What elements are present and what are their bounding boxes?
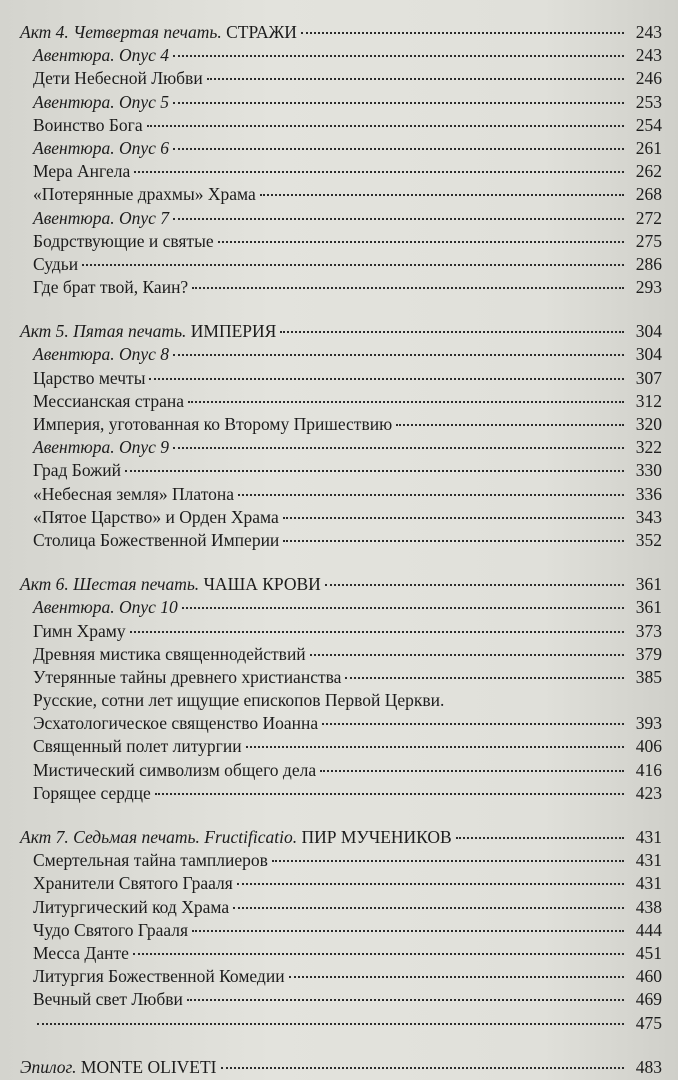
entry-title: Царство мечты xyxy=(33,367,146,388)
section-heading xyxy=(0,22,678,45)
page-number: 460 xyxy=(635,966,662,987)
dot-leader xyxy=(37,1023,624,1025)
dot-leader xyxy=(280,331,624,333)
entry-title: «Небесная земля» Платона xyxy=(33,483,235,504)
entry-title: Мессианская страна xyxy=(33,390,185,411)
toc-entry xyxy=(0,460,678,483)
section-heading-label xyxy=(20,22,297,43)
page-number: 268 xyxy=(635,184,662,205)
dot-leader xyxy=(130,631,624,633)
toc-entry xyxy=(0,897,678,920)
dot-leader xyxy=(301,32,624,34)
page-number: 293 xyxy=(635,277,662,298)
page-number: 272 xyxy=(635,207,662,228)
entry-title: Литургия Божественной Комедии xyxy=(33,966,285,987)
toc-entry xyxy=(0,254,678,277)
toc-section xyxy=(0,574,678,806)
page-number: 262 xyxy=(635,161,662,182)
dot-leader xyxy=(173,102,624,104)
toc-section xyxy=(0,827,678,1036)
toc-entry xyxy=(0,45,678,68)
entry-title: Месса Данте xyxy=(33,942,129,963)
dot-leader xyxy=(125,470,624,472)
dot-leader xyxy=(237,883,624,885)
page-number: 385 xyxy=(635,666,662,687)
toc-entry xyxy=(0,484,678,507)
page-number: 444 xyxy=(635,919,662,940)
toc-entry xyxy=(0,414,678,437)
toc-entry xyxy=(0,391,678,414)
page-number: 307 xyxy=(635,367,662,388)
entry-title: Гимн Храму xyxy=(33,620,126,641)
dot-leader xyxy=(320,770,624,772)
toc-entry xyxy=(0,368,678,391)
dot-leader xyxy=(155,793,624,795)
page-number: 373 xyxy=(635,620,662,641)
section-heading xyxy=(0,827,678,850)
page-number: 406 xyxy=(635,736,662,757)
toc-entry xyxy=(0,437,678,460)
dot-leader xyxy=(192,930,624,932)
entry-title: Империя, уготованная ко Второму Пришествию xyxy=(33,414,393,434)
toc-entry xyxy=(0,783,678,806)
section-heading-label xyxy=(20,1057,217,1078)
toc-entry xyxy=(0,621,678,644)
page-number: 361 xyxy=(635,597,662,618)
entry-title: Дети Небесной Любви xyxy=(33,68,203,89)
dot-leader xyxy=(192,287,624,289)
toc-entry xyxy=(0,736,678,759)
dot-leader xyxy=(246,746,624,748)
dot-leader xyxy=(173,447,624,449)
page-number: 343 xyxy=(635,506,662,527)
section-heading-title: MONTE OLIVETI xyxy=(76,1056,217,1077)
toc-entry xyxy=(0,713,678,736)
toc-entry xyxy=(0,530,678,553)
page-number: 469 xyxy=(635,989,662,1010)
section-heading-label xyxy=(20,827,452,848)
toc-entry xyxy=(0,68,678,91)
entry-title: Мистический символизм общего дела xyxy=(33,759,317,780)
page-number: 431 xyxy=(635,873,662,894)
page-number: 253 xyxy=(635,91,662,112)
dot-leader xyxy=(396,424,624,426)
page-number: 261 xyxy=(635,137,662,158)
dot-leader xyxy=(260,194,624,196)
dot-leader xyxy=(147,125,624,127)
page-number: 361 xyxy=(635,574,662,595)
dot-leader xyxy=(134,171,624,173)
dot-leader xyxy=(187,999,624,1001)
page-number: 431 xyxy=(635,827,662,847)
dot-leader xyxy=(173,148,624,150)
section-heading-title: ИМПЕРИЯ xyxy=(186,321,277,342)
entry-title: Священный полет литургии xyxy=(33,736,242,757)
page-number: 330 xyxy=(635,460,662,481)
toc-entry xyxy=(0,161,678,184)
section-heading-label xyxy=(20,321,276,342)
entry-title: Горящее сердце xyxy=(33,782,151,803)
page-number: 393 xyxy=(635,713,662,734)
entry-title: Авентюра. Опус 5 xyxy=(33,91,170,112)
page-number: 243 xyxy=(635,45,662,66)
toc-entry xyxy=(0,850,678,873)
toc-entry xyxy=(0,597,678,620)
toc-entry xyxy=(0,690,678,713)
entry-title: Авентюра. Опус 8 xyxy=(33,344,170,365)
dot-leader xyxy=(322,723,624,725)
section-heading xyxy=(0,1057,678,1080)
dot-leader xyxy=(238,494,624,496)
entry-title: Авентюра. Опус 6 xyxy=(33,137,170,158)
dot-leader xyxy=(207,78,624,80)
page-number: 243 xyxy=(635,22,662,42)
dot-leader xyxy=(173,55,624,57)
page-number: 246 xyxy=(635,68,662,89)
entry-title: Где брат твой, Каин? xyxy=(33,277,189,298)
entry-title: Авентюра. Опус 4 xyxy=(33,45,170,66)
toc-section xyxy=(0,22,678,300)
section-heading-title: СТРАЖИ xyxy=(221,22,297,42)
section-heading-title: ПИР МУЧЕНИКОВ xyxy=(297,827,452,847)
entry-title: Столица Божественной Империи xyxy=(33,529,280,550)
entry-title: Град Божий xyxy=(33,460,121,481)
page-number: 475 xyxy=(635,1012,662,1033)
section-heading-prefix: Акт 5. Пятая печать. xyxy=(20,321,187,342)
page-number: 254 xyxy=(635,114,662,135)
dot-leader xyxy=(310,654,624,656)
page-number: 322 xyxy=(635,437,662,458)
entry-title: Воинство Бога xyxy=(33,114,143,135)
page-number: 451 xyxy=(635,942,662,963)
toc-entry xyxy=(0,760,678,783)
toc-entry xyxy=(0,920,678,943)
toc-section xyxy=(0,321,678,553)
entry-title: Бодрствующие и святые xyxy=(33,230,214,251)
entry-title: «Пятое Царство» и Орден Храма xyxy=(33,506,279,527)
toc-entry xyxy=(0,231,678,254)
entry-title: Чудо Святого Грааля xyxy=(33,919,189,940)
section-heading-prefix: Акт 6. Шестая печать. xyxy=(20,574,200,595)
entry-title: Смертельная тайна тамплиеров xyxy=(33,850,268,871)
dot-leader xyxy=(188,401,624,403)
toc-entry xyxy=(0,943,678,966)
toc-entry xyxy=(0,507,678,530)
toc-entry xyxy=(0,277,678,300)
section-heading-prefix: Акт 7. Седьмая печать. Fructificatio. xyxy=(20,827,298,847)
entry-title: «Потерянные драхмы» Храма xyxy=(33,184,256,205)
page-number: 379 xyxy=(635,643,662,664)
toc-entry xyxy=(0,184,678,207)
entry-title: Авентюра. Опус 7 xyxy=(33,207,170,228)
section-heading-prefix: Эпилог. xyxy=(20,1056,77,1077)
entry-title: Русские, сотни лет ищущие епископов Первой Церкви. xyxy=(33,690,445,711)
toc-entry xyxy=(0,667,678,690)
toc-entry xyxy=(0,873,678,896)
dot-leader xyxy=(283,540,624,542)
dot-leader xyxy=(182,607,624,609)
dot-leader xyxy=(221,1067,625,1069)
dot-leader xyxy=(149,378,624,380)
toc-entry xyxy=(0,966,678,989)
entry-title: Литургический код Храма xyxy=(33,896,230,917)
toc-entry xyxy=(0,138,678,161)
page-number: 416 xyxy=(635,759,662,780)
toc-entry xyxy=(0,344,678,367)
dot-leader xyxy=(233,907,624,909)
entry-title: Утерянные тайны древнего христианства xyxy=(33,666,342,687)
section-heading xyxy=(0,321,678,344)
entry-title: Вечный свет Любви xyxy=(33,989,183,1010)
table-of-contents xyxy=(0,22,678,1080)
entry-title: Хранители Святого Грааля xyxy=(33,873,233,894)
page-number: 275 xyxy=(635,230,662,251)
page-number: 320 xyxy=(635,414,662,434)
page-number: 286 xyxy=(635,253,662,274)
page-number: 431 xyxy=(635,850,662,871)
section-heading xyxy=(0,574,678,597)
dot-leader xyxy=(218,241,624,243)
dot-leader xyxy=(272,860,624,862)
page-number: 438 xyxy=(635,896,662,917)
toc-entry xyxy=(0,644,678,667)
page-number: 336 xyxy=(635,483,662,504)
entry-title: Древняя мистика священнодействий xyxy=(33,643,306,664)
toc-entry xyxy=(0,989,678,1012)
page-number: 304 xyxy=(635,321,662,342)
section-heading-label xyxy=(20,574,321,595)
dot-leader xyxy=(173,354,624,356)
page-number: 352 xyxy=(635,529,662,550)
dot-leader xyxy=(173,218,624,220)
toc-entry xyxy=(0,208,678,231)
dot-leader xyxy=(133,953,624,955)
dot-leader xyxy=(283,517,624,519)
page-number: 483 xyxy=(635,1056,662,1077)
toc-section xyxy=(0,1057,678,1080)
dot-leader xyxy=(325,584,624,586)
entry-title: Авентюра. Опус 9 xyxy=(33,437,170,458)
dot-leader xyxy=(345,677,624,679)
dot-leader xyxy=(448,700,624,702)
page-number: 304 xyxy=(635,344,662,365)
toc-entry xyxy=(0,115,678,138)
entry-title: Эсхатологическое священство Иоанна xyxy=(33,713,319,734)
dot-leader xyxy=(289,976,624,978)
toc-entry xyxy=(0,1013,678,1036)
dot-leader xyxy=(82,264,624,266)
section-heading-prefix: Акт 4. Четвертая печать. xyxy=(20,22,222,42)
section-heading-title: ЧАША КРОВИ xyxy=(199,574,321,595)
toc-entry xyxy=(0,92,678,115)
dot-leader xyxy=(456,837,624,839)
page-number: 312 xyxy=(635,390,662,411)
entry-title: Мера Ангела xyxy=(33,161,131,182)
page-number: 423 xyxy=(635,782,662,803)
entry-title: Судьи xyxy=(33,253,79,274)
entry-title: Авентюра. Опус 10 xyxy=(33,597,178,618)
